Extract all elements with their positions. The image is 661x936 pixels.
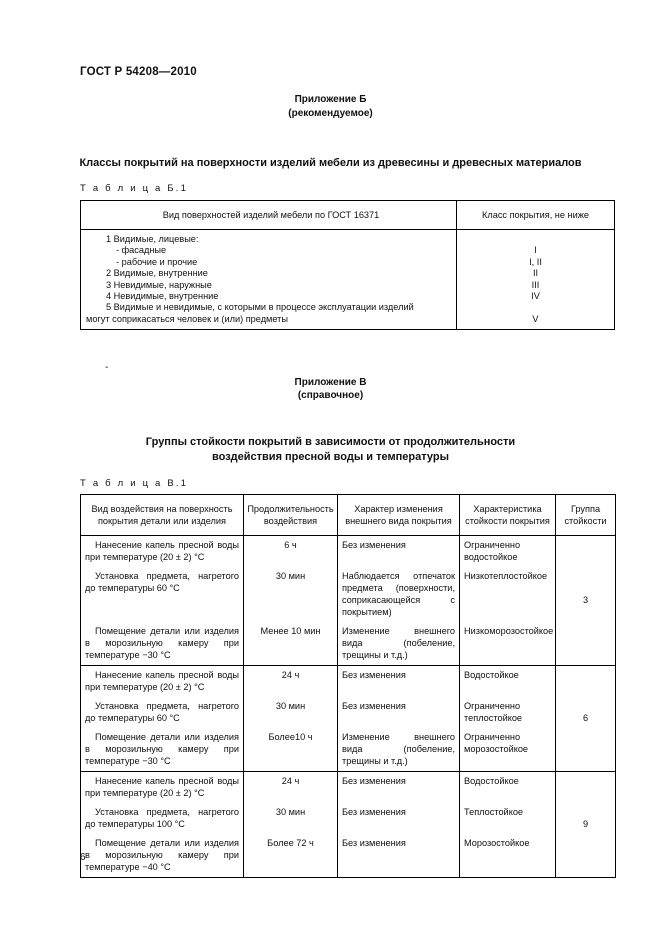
table-cell: II	[532, 268, 539, 279]
duration-cell: Более10 ч	[244, 728, 338, 772]
table-row: 3 Невидимые, наружные	[106, 279, 212, 290]
table-cell: III	[531, 279, 540, 290]
table-b1-header-row	[81, 201, 615, 230]
table-v1-header-resistance: Характеристика стойкости покрытия	[460, 495, 556, 536]
impact-cell: Помещение детали или изделия в морозильную камеру при температуре −40 °С	[81, 834, 244, 878]
impact-cell: Помещение детали или изделия в морозильную камеру при температуре −30 °С	[81, 622, 244, 666]
table-b1-class-list	[457, 234, 614, 325]
table-v1-header-change: Характер изменения внешнего вида покрытия	[338, 495, 460, 536]
table-cell: I	[534, 245, 537, 256]
resistance-cell: Водостойкое	[460, 772, 556, 804]
appendix-v-subtitle: (справочное)	[297, 390, 364, 401]
appendix-b-subtitle: (рекомендуемое)	[288, 108, 373, 119]
table-row	[81, 666, 616, 698]
table-cell: V	[532, 313, 539, 324]
document-code: ГОСТ Р 54208—2010	[80, 66, 197, 78]
appendix-v-heading-line2: воздействия пресной воды и температуры	[212, 451, 449, 463]
resistance-cell: Ограниченно теплостойкое	[460, 697, 556, 728]
group-cell: 6	[556, 666, 616, 772]
duration-cell: 24 ч	[244, 666, 338, 698]
change-cell: Без изменения	[338, 803, 460, 834]
duration-cell: 30 мин	[244, 697, 338, 728]
table-b1-body-row	[81, 230, 615, 330]
change-cell: Без изменения	[338, 834, 460, 878]
table-cell: I, II	[529, 256, 542, 267]
table-row: - рабочие и прочие	[116, 256, 198, 267]
group-cell: 9	[556, 772, 616, 878]
resistance-cell: Низкоморозостойкое	[460, 622, 556, 666]
resistance-cell: Водостойкое	[460, 666, 556, 698]
table-v1-header-row	[81, 495, 616, 536]
resistance-cell: Ограниченно морозостойкое	[460, 728, 556, 772]
resistance-cell: Морозостойкое	[460, 834, 556, 878]
impact-cell: Нанесение капель пресной воды при температуре (20 ± 2) °С	[81, 666, 244, 698]
duration-cell: 24 ч	[244, 772, 338, 804]
impact-cell: Нанесение капель пресной воды при температуре (20 ± 2) °С	[81, 772, 244, 804]
table-v1	[80, 494, 616, 878]
table-row	[81, 567, 616, 622]
table-row: могут соприкасаться человек и (или) предметы	[86, 313, 288, 324]
stray-mark: -	[105, 362, 109, 373]
table-cell	[457, 234, 614, 245]
table-row	[81, 536, 616, 568]
resistance-cell: Низкотеплостойкое	[460, 567, 556, 622]
appendix-v-heading-line1: Группы стойкости покрытий в зависимости от продолжительности	[145, 436, 516, 448]
appendix-b-heading: Классы покрытий на поверхности изделий мебели из древесины и древесных материалов	[79, 157, 582, 169]
change-cell: Без изменения	[338, 772, 460, 804]
impact-cell: Установка предмета, нагретого до температуры 60 °С	[81, 697, 244, 728]
resistance-cell: Теплостойкое	[460, 803, 556, 834]
table-row	[81, 834, 616, 878]
table-row: - фасадные	[116, 245, 167, 256]
table-b1-header-class: Класс покрытия, не ниже	[457, 201, 615, 230]
table-v1-header-duration: Продолжительность воздействия	[244, 495, 338, 536]
change-cell: Изменение внешнего вида (побеление, трещины и т.д.)	[338, 622, 460, 666]
change-cell: Без изменения	[338, 666, 460, 698]
table-row	[81, 728, 616, 772]
table-v1-label: Т а б л и ц а В.1	[80, 478, 189, 489]
impact-cell: Нанесение капель пресной воды при температуре (20 ± 2) °С	[81, 536, 244, 568]
table-row	[81, 772, 616, 804]
table-v1-header-group: Группа стойкости	[556, 495, 616, 536]
table-b1	[80, 200, 615, 330]
duration-cell: Менее 10 мин	[244, 622, 338, 666]
table-row: 4 Невидимые, внутренние	[106, 290, 219, 301]
impact-cell: Установка предмета, нагретого до температуры 60 °С	[81, 567, 244, 622]
table-b1-header-surface: Вид поверхностей изделий мебели по ГОСТ 16371	[81, 201, 457, 230]
table-v1-header-impact: Вид воздействия на поверхность покрытия детали или изделия	[81, 495, 244, 536]
group-cell: 3	[556, 536, 616, 666]
table-b1-label: Т а б л и ц а Б.1	[80, 183, 189, 194]
table-row: 2 Видимые, внутренние	[106, 268, 208, 279]
impact-cell: Установка предмета, нагретого до температуры 100 °С	[81, 803, 244, 834]
page-number: 6	[80, 852, 86, 863]
table-row	[81, 803, 616, 834]
table-row	[81, 697, 616, 728]
table-cell: IV	[531, 290, 540, 301]
impact-cell: Помещение детали или изделия в морозильную камеру при температуре −30 °С	[81, 728, 244, 772]
table-row	[81, 622, 616, 666]
change-cell: Без изменения	[338, 536, 460, 568]
table-b1-surface-list	[86, 234, 456, 325]
table-row: 1 Видимые, лицевые:	[106, 234, 199, 244]
duration-cell: 30 мин	[244, 803, 338, 834]
table-row: 5 Видимые и невидимые, с которыми в процессе эксплуатации изделий	[106, 302, 414, 313]
change-cell: Изменение внешнего вида (побеление, трещины и т.д.)	[338, 728, 460, 772]
change-cell: Без изменения	[338, 697, 460, 728]
appendix-b-title: Приложение Б	[294, 94, 367, 105]
resistance-cell: Ограниченно водостойкое	[460, 536, 556, 568]
duration-cell: 30 мин	[244, 567, 338, 622]
change-cell: Наблюдается отпечаток предмета (поверхности, соприкасающейся с покрытием)	[338, 567, 460, 622]
duration-cell: 6 ч	[244, 536, 338, 568]
duration-cell: Более 72 ч	[244, 834, 338, 878]
appendix-v-title: Приложение В	[294, 377, 367, 388]
table-cell	[457, 302, 614, 313]
